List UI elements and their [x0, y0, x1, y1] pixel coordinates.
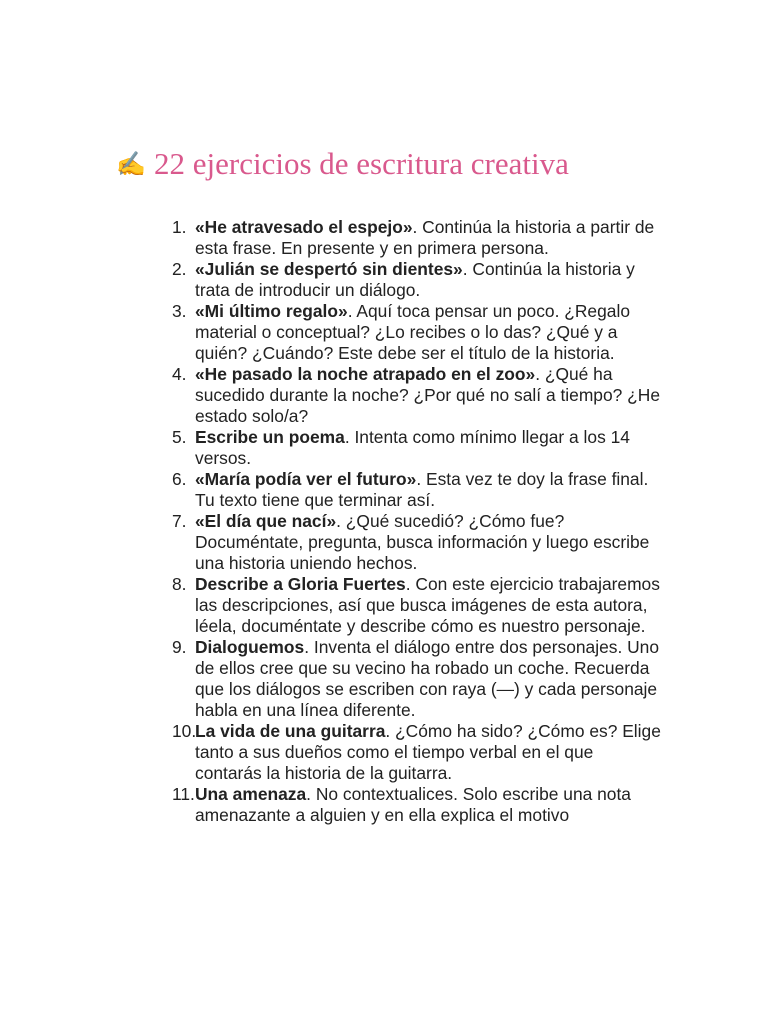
item-lead: «He atravesado el espejo»: [195, 217, 413, 237]
item-number: 9.: [172, 637, 187, 657]
list-item: [172, 511, 662, 574]
item-text: . ¿Qué sucedió? ¿Cómo fue? Documéntate, pregunta, busca información y luego escribe una historia uniendo hechos.: [195, 511, 650, 573]
item-number: 4.: [172, 364, 187, 384]
item-text: . ¿Cómo ha sido? ¿Cómo es? Elige tanto a sus dueños como el tiempo verbal en el que contarás la historia de la guitarra.: [195, 721, 661, 783]
item-lead: Dialoguemos: [195, 637, 305, 657]
item-number: 10.: [172, 721, 197, 741]
item-lead: Escribe un poema: [195, 427, 345, 447]
item-number: 2.: [172, 259, 187, 279]
list-item: [172, 364, 662, 427]
item-lead: «Mi último regalo»: [195, 301, 348, 321]
item-text: . Continúa la historia y trata de introducir un diálogo.: [195, 259, 635, 300]
list-item: [172, 259, 662, 301]
item-lead: Una amenaza: [195, 784, 307, 804]
item-lead: La vida de una guitarra: [195, 721, 386, 741]
exercise-list: [172, 217, 662, 826]
item-lead: Describe a Gloria Fuertes: [195, 574, 406, 594]
item-text: . No contextualices. Solo escribe una nota amenazante a alguien y en ella explica el motivo: [195, 784, 631, 825]
item-text: . Con este ejercicio trabajaremos las descripciones, así que busca imágenes de esta autora, léela, documéntate y describe cómo es nuestro personaje.: [195, 574, 660, 636]
item-text: . Intenta como mínimo llegar a los 14 versos.: [195, 427, 630, 468]
list-item: [172, 301, 662, 364]
item-lead: «María podía ver el futuro»: [195, 469, 417, 489]
item-lead: «Julián se despertó sin dientes»: [195, 259, 463, 279]
writing-hand-icon: ✍: [116, 152, 146, 178]
item-text: . Aquí toca pensar un poco. ¿Regalo material o conceptual? ¿Lo recibes o lo das? ¿Qué y a quién? ¿Cuándo? Este debe ser el título de la historia.: [195, 301, 630, 363]
list-item: [172, 784, 662, 826]
item-number: 6.: [172, 469, 187, 489]
item-text: . Esta vez te doy la frase final. Tu texto tiene que terminar así.: [195, 469, 649, 510]
item-number: 11.: [172, 784, 195, 804]
list-item: [172, 217, 662, 259]
item-number: 8.: [172, 574, 187, 594]
item-text: . ¿Qué ha sucedido durante la noche? ¿Por qué no salí a tiempo? ¿He estado solo/a?: [195, 364, 661, 426]
item-number: 5.: [172, 427, 187, 447]
item-text: . Inventa el diálogo entre dos personajes. Uno de ellos cree que su vecino ha robado un coche. Recuerda que los diálogos se escriben con raya (—) y cada personaje habla en una línea diferente.: [195, 637, 660, 720]
item-lead: «He pasado la noche atrapado en el zoo»: [195, 364, 536, 384]
list-item: [172, 574, 662, 637]
list-item: [172, 721, 662, 784]
title-text: 22 ejercicios de escritura creativa: [154, 146, 569, 181]
list-item: [172, 637, 662, 721]
list-item: [172, 469, 662, 511]
document-title: [116, 144, 569, 185]
item-text: . Continúa la historia a partir de esta frase. En presente y en primera persona.: [195, 217, 655, 258]
item-number: 3.: [172, 301, 187, 321]
item-number: 1.: [172, 217, 187, 237]
item-number: 7.: [172, 511, 187, 531]
item-lead: «El día que nací»: [195, 511, 337, 531]
list-item: [172, 427, 662, 469]
